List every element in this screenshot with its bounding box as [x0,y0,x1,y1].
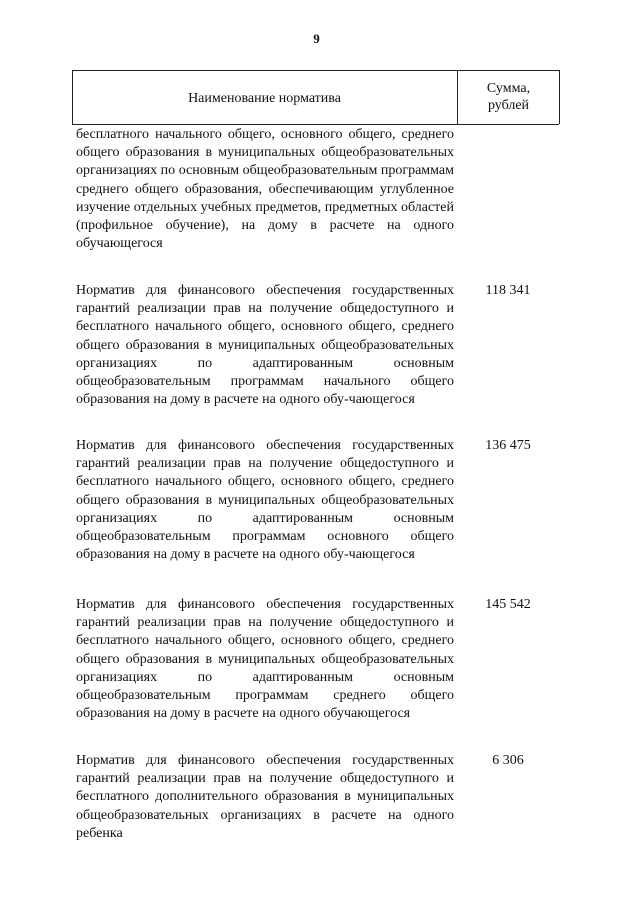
table-right-border [559,70,560,124]
row-value: 118 341 [485,283,531,298]
row-description: Норматив для финансового обеспечения государственных гарантий реализации прав на получение общедоступного и бесплатного начального общего, основного общего, среднего общего образования в муниципальных общеобразовательных организациях по адаптированным основным общеобразовательным программам начального общего образования на дому в расчете на одного обу-чающегося [76,283,454,408]
row-description: Норматив для финансового обеспечения государственных гарантий реализации прав на получение общедоступного и бесплатного начального общего, основного общего, среднего общего образования в муниципальных общеобразовательных организациях по адаптированным основным общеобразовательным программам среднего общего образования на дому в расчете на одного обучающегося [76,597,454,722]
column-header-sum [458,70,559,124]
row-value: 6 306 [492,753,524,768]
row-value: 136 475 [485,438,531,453]
row-description: Норматив для финансового обеспечения государственных гарантий реализации прав на получение общедоступного и бесплатного дополнительного образования в муниципальных общеобразовательных организациях в расчете на одного ребенка [76,753,454,841]
column-header-name: Наименование норматива [188,91,341,106]
row-description: бесплатного начального общего, основного общего, среднего общего образования в муниципальных общеобразовательных организациях по основным общеобразовательным программам среднего общего образования, обеспечивающим углубленное изучение отдельных учебных предметов, предметных областей (профильное обучение), на дому в расчете на одного обучающегося [76,127,454,252]
row-value: 145 542 [485,597,531,612]
column-header-sum-line2: рублей [487,98,530,113]
column-header-sum-line1: Сумма, [486,81,531,96]
table-header-bottom-border [72,124,559,125]
row-description: Норматив для финансового обеспечения государственных гарантий реализации прав на получение общедоступного и бесплатного начального общего, основного общего, среднего общего образования в муниципальных общеобразовательных организациях по адаптированным основным общеобразовательным программам основного общего образования на дому в расчете на одного обу-чающегося [76,438,454,563]
page-number: 9 [313,31,320,46]
